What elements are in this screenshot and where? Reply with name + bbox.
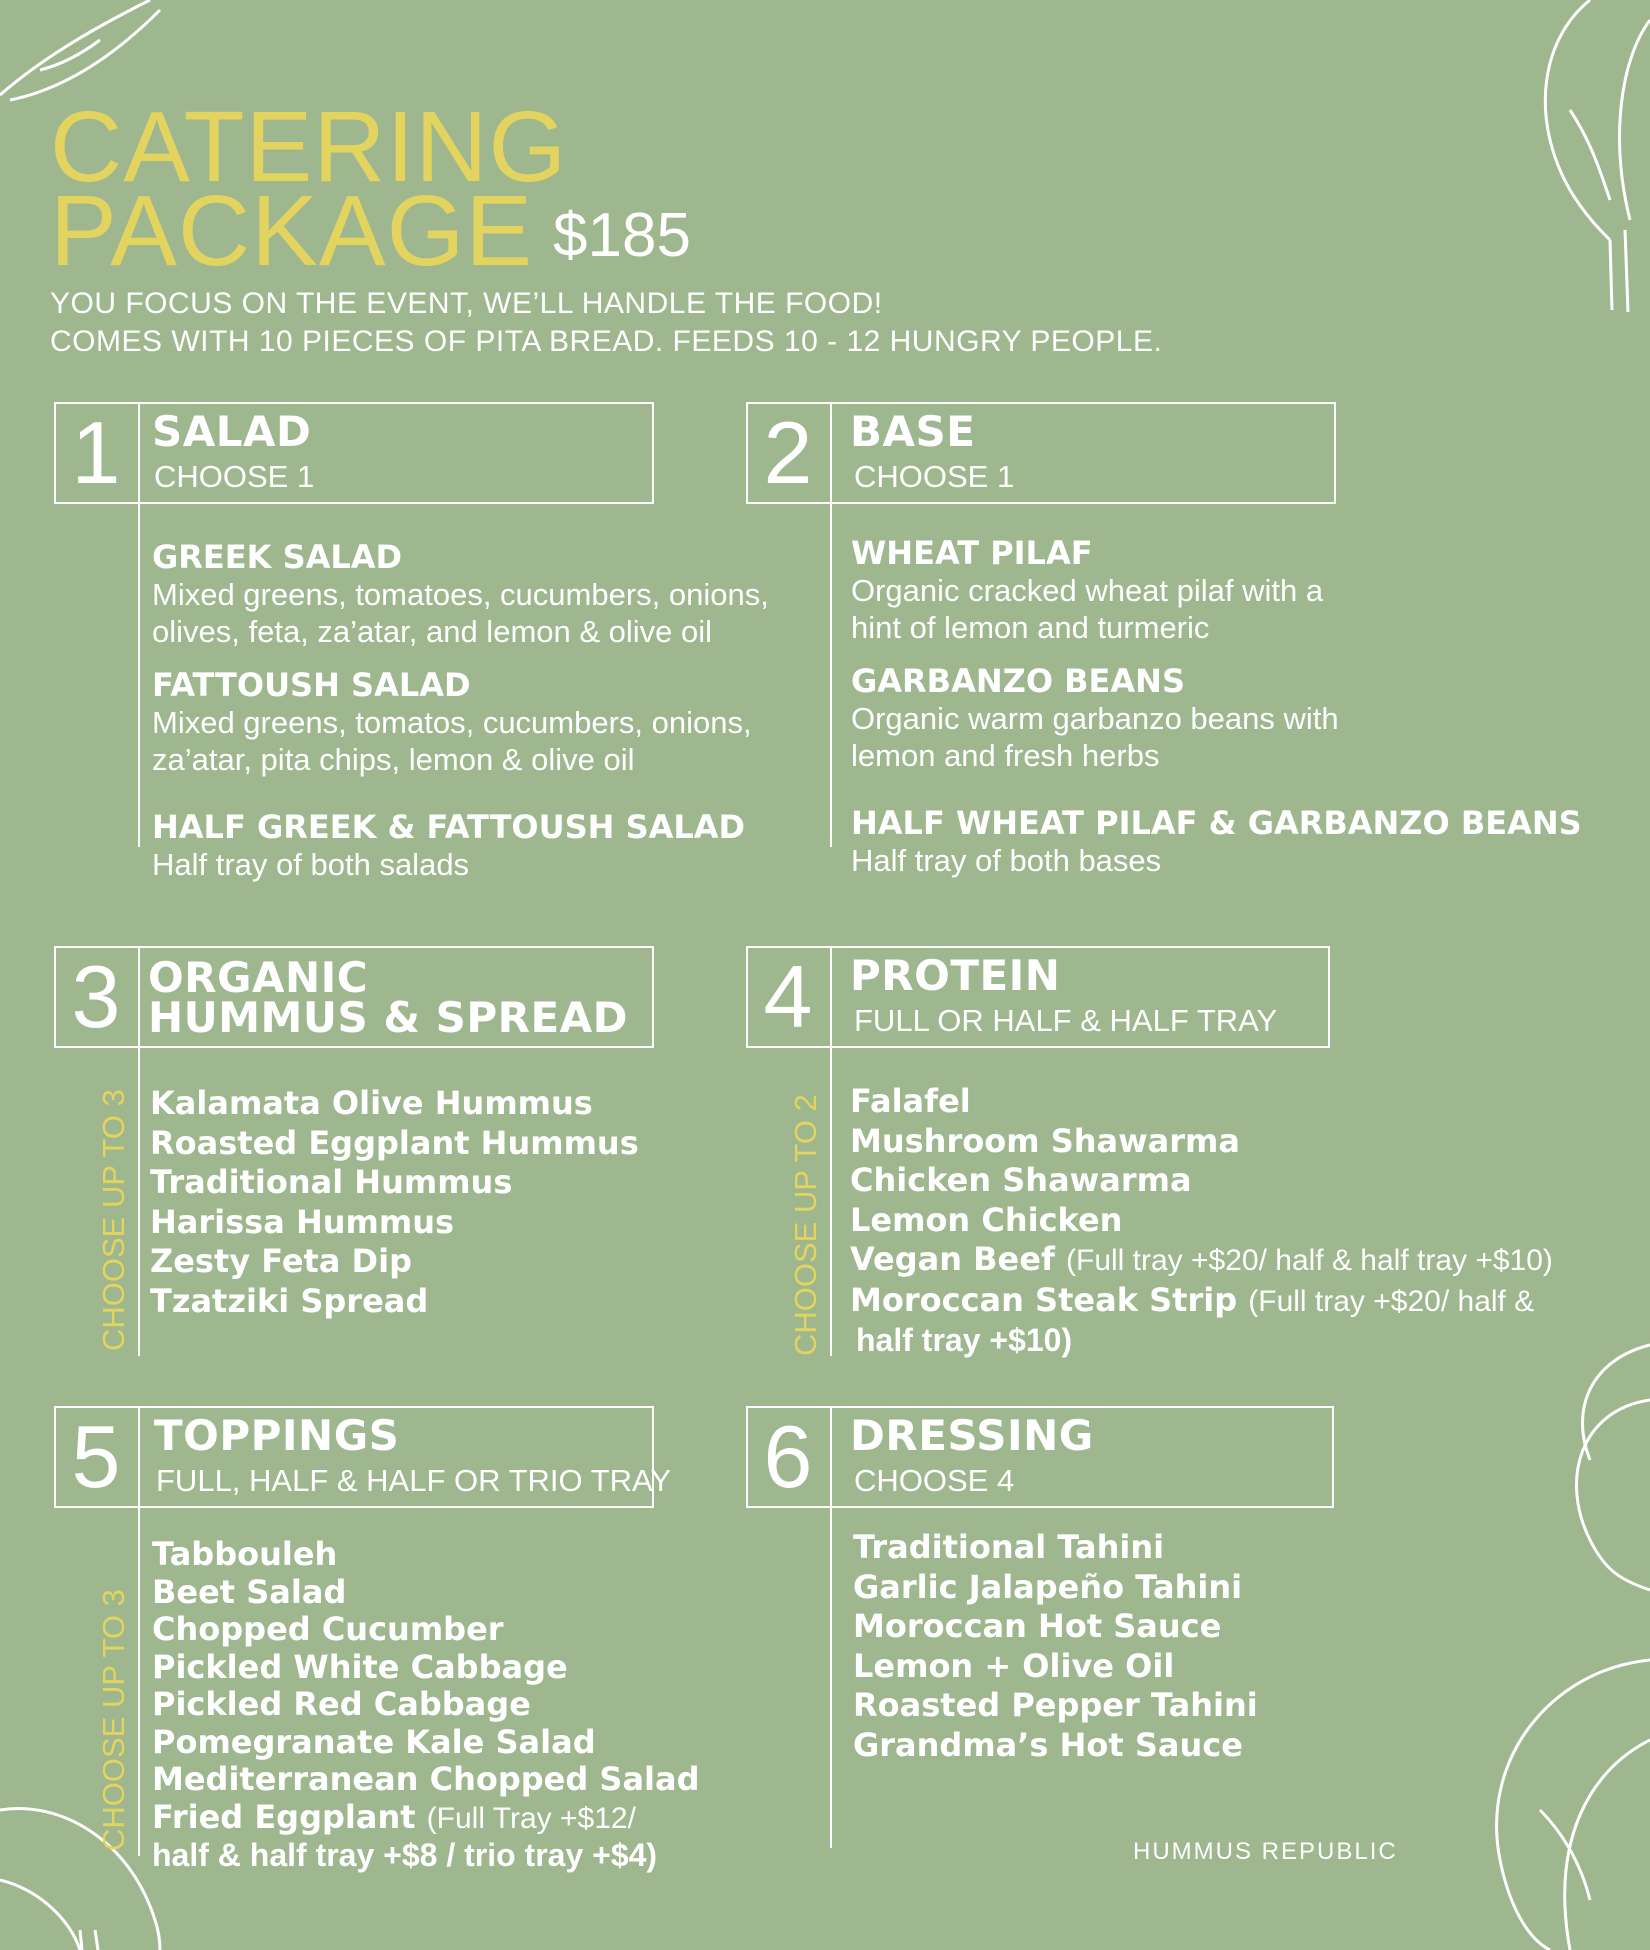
section-number: 6	[763, 1407, 813, 1506]
intro-line-2: COMES WITH 10 PIECES OF PITA BREAD. FEEDS 10 - 12 HUNGRY PEOPLE.	[50, 325, 1163, 358]
list-item: Beet Salad	[152, 1572, 347, 1611]
section-heading: BASE	[850, 407, 976, 456]
list-item: Tabbouleh	[152, 1535, 338, 1573]
section-hummus-spread	[54, 946, 654, 1366]
section-header-box	[746, 402, 1336, 504]
heading-line-2: HUMMUS & SPREAD	[148, 993, 628, 1042]
list-item: Roasted Pepper Tahini	[853, 1686, 1258, 1724]
list-item: Moroccan Hot Sauce	[853, 1607, 1222, 1645]
section-divider	[138, 1406, 140, 1856]
menu-option	[851, 804, 1650, 879]
section-number: 4	[763, 947, 813, 1046]
upcharge-note-continued: half tray +$10)	[856, 1322, 1073, 1358]
option-name: WHEAT PILAF	[851, 534, 1093, 572]
list-item: Lemon + Olive Oil	[853, 1646, 1175, 1685]
upcharge-note: (Full tray +$20/ half & half tray +$10)	[1066, 1244, 1553, 1277]
list-item: Chopped Cucumber	[152, 1610, 504, 1648]
section-divider	[830, 1406, 832, 1848]
topping-options	[152, 1536, 700, 1875]
section-heading: SALAD	[152, 407, 312, 456]
section-divider	[830, 946, 832, 1356]
list-item: Traditional Hummus	[150, 1163, 513, 1201]
option-name: Vegan Beef	[850, 1240, 1055, 1278]
list-item-upcharge	[152, 1799, 700, 1838]
section-number: 2	[763, 403, 813, 502]
section-subheading: CHOOSE 1	[154, 459, 315, 494]
title-line-package: PACKAGE	[50, 175, 534, 287]
list-item: Kalamata Olive Hummus	[150, 1084, 593, 1122]
section-subheading: FULL OR HALF & HALF TRAY	[854, 1003, 1278, 1038]
list-item: Pomegranate Kale Salad	[152, 1722, 596, 1761]
list-item: Garlic Jalapeño Tahini	[853, 1567, 1243, 1606]
section-protein	[746, 946, 1553, 1366]
dressing-options	[853, 1528, 1258, 1765]
option-name: GREEK SALAD	[152, 538, 403, 576]
section-heading: PROTEIN	[850, 951, 1061, 1000]
section-subheading: CHOOSE 1	[854, 459, 1015, 494]
list-item: Roasted Eggplant Hummus	[150, 1123, 639, 1162]
intro-line-1: YOU FOCUS ON THE EVENT, WE’LL HANDLE THE FOOD!	[50, 287, 883, 320]
list-item: Traditional Tahini	[853, 1528, 1165, 1566]
list-item: Zesty Feta Dip	[150, 1242, 412, 1280]
list-item: Mediterranean Chopped Salad	[152, 1760, 700, 1798]
list-item-upcharge	[850, 1240, 1650, 1281]
package-price: $185	[553, 201, 691, 270]
section-subheading: CHOOSE 4	[854, 1463, 1015, 1498]
list-item: Lemon Chicken	[850, 1200, 1123, 1239]
option-description: Half tray of both salads	[152, 847, 470, 882]
base-options	[851, 534, 1650, 895]
option-description: Organic cracked wheat pilaf with a hint of lemon and turmeric	[851, 573, 1324, 645]
option-name: GARBANZO BEANS	[851, 662, 1185, 700]
option-name: Fried Eggplant	[152, 1797, 416, 1836]
leaf-illustration-top-right	[1530, 0, 1650, 320]
section-subheading: FULL, HALF & HALF OR TRIO TRAY	[156, 1463, 672, 1498]
section-toppings	[54, 1406, 700, 1906]
hummus-options	[150, 1084, 639, 1321]
section-header-box	[54, 402, 654, 504]
upcharge-note-continued: half & half tray +$8 / trio tray +$4)	[152, 1837, 658, 1873]
choose-up-to-label: CHOOSE UP TO 2	[788, 1094, 823, 1356]
list-item-upcharge	[850, 1281, 1650, 1322]
list-item: Pickled Red Cabbage	[152, 1685, 531, 1723]
list-item: Harissa Hummus	[150, 1202, 455, 1241]
section-heading: DRESSING	[850, 1411, 1094, 1460]
section-dressing	[746, 1406, 1334, 1906]
section-heading	[148, 953, 628, 1042]
list-item: Tzatziki Spread	[150, 1281, 429, 1320]
option-name: HALF GREEK & FATTOUSH SALAD	[152, 808, 746, 846]
section-divider	[138, 402, 140, 847]
list-item: Pickled White Cabbage	[152, 1647, 568, 1686]
choose-up-to-label: CHOOSE UP TO 3	[96, 1589, 131, 1851]
upcharge-note: (Full Tray +$12/	[426, 1801, 636, 1835]
option-description: Mixed greens, tomatos, cucumbers, onions, za’atar, pita chips, lemon & olive oil	[152, 705, 752, 777]
brand-name: HUMMUS REPUBLIC	[1133, 1838, 1398, 1865]
option-name: FATTOUSH SALAD	[152, 666, 471, 704]
choose-up-to-label: CHOOSE UP TO 3	[96, 1089, 131, 1351]
list-item: Grandma’s Hot Sauce	[853, 1725, 1243, 1764]
list-item: Mushroom Shawarma	[850, 1121, 1240, 1160]
menu-option	[851, 662, 1650, 774]
option-name: HALF WHEAT PILAF & GARBANZO BEANS	[851, 804, 1582, 842]
heading-line-1: ORGANIC	[148, 953, 369, 1002]
section-salad	[54, 402, 769, 902]
section-base	[746, 402, 1582, 902]
option-description: Mixed greens, tomatoes, cucumbers, onions, olives, feta, za’atar, and lemon & olive oil	[152, 577, 769, 649]
list-item: Falafel	[850, 1082, 971, 1120]
catering-title	[50, 91, 568, 287]
option-description: Half tray of both bases	[851, 843, 1162, 878]
upcharge-note: (Full tray +$20/ half &	[1248, 1284, 1535, 1318]
section-divider	[138, 946, 140, 1356]
protein-options	[850, 1082, 1650, 1361]
section-divider	[830, 402, 832, 847]
option-description: Organic warm garbanzo beans with lemon and fresh herbs	[851, 701, 1339, 773]
intro-text	[50, 285, 1162, 361]
menu-option	[851, 534, 1650, 646]
section-number: 5	[71, 1407, 121, 1506]
leaf-illustration-bottom-right	[1420, 1340, 1650, 1950]
section-number: 3	[71, 947, 121, 1046]
title-line-catering: CATERING	[50, 91, 568, 203]
option-name: Moroccan Steak Strip	[850, 1280, 1238, 1319]
section-number: 1	[71, 403, 121, 502]
list-item: Chicken Shawarma	[850, 1161, 1192, 1199]
section-heading: TOPPINGS	[154, 1411, 400, 1460]
